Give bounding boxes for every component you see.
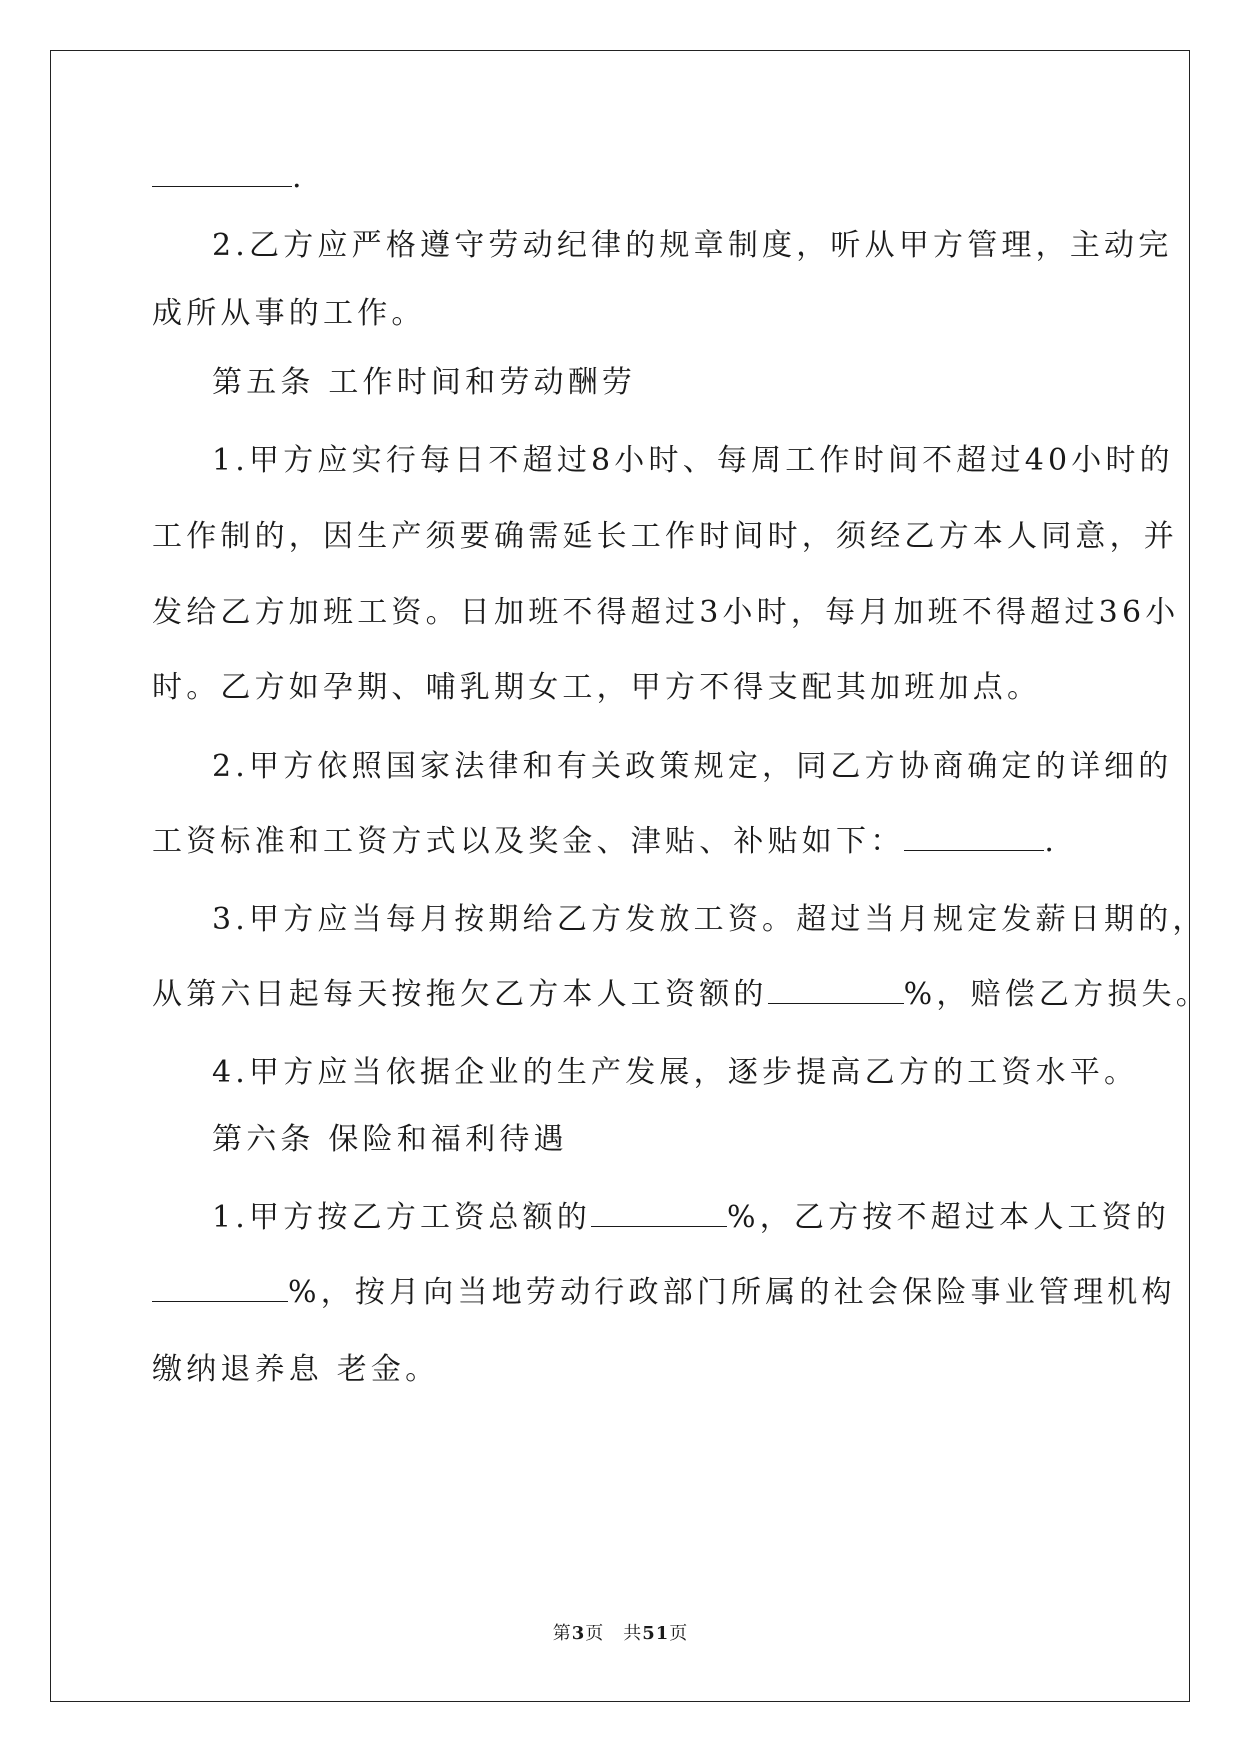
page-footer	[0, 1622, 1241, 1646]
paragraph-line: 3.甲方应当每月按期给乙方发放工资。超过当月规定发薪日期的，	[212, 902, 1207, 937]
paragraph-line: 发给乙方加班工资。日加班不得超过3小时，每月加班不得超过36小	[152, 595, 1180, 630]
paragraph-line: 2.乙方应严格遵守劳动纪律的规章制度，听从甲方管理，主动完	[212, 228, 1173, 263]
footer-suffix: 页	[669, 1623, 689, 1644]
footer-middle: 页 共	[585, 1623, 643, 1644]
paragraph-line: 4.甲方应当依据企业的生产发展，逐步提高乙方的工资水平。	[212, 1055, 1139, 1090]
paragraph-line: 工作制的，因生产须要确需延长工作时间时，须经乙方本人同意，并	[152, 519, 1178, 554]
paragraph-line: 工资标准和工资方式以及奖金、津贴、补贴如下： .	[152, 824, 1059, 859]
current-page-number: 3	[571, 1623, 586, 1644]
paragraph-line: 1.甲方应实行每日不超过8小时、每周工作时间不超过40小时的	[212, 443, 1174, 478]
paragraph-line: 成所从事的工作。	[152, 296, 426, 331]
section-heading: 第六条 保险和福利待遇	[212, 1122, 568, 1157]
paragraph-line: 2.甲方依照国家法律和有关政策规定，同乙方协商确定的详细的	[212, 749, 1173, 784]
paragraph-line: 1.甲方按乙方工资总额的 %，乙方按不超过本人工资的	[212, 1200, 1171, 1235]
paragraph-line: %，按月向当地劳动行政部门所属的社会保险事业管理机构	[152, 1273, 1176, 1313]
fill-in-blank[interactable]	[904, 824, 1044, 851]
paragraph-line: 缴纳退养息 老金。	[152, 1352, 440, 1387]
footer-prefix: 第	[552, 1623, 572, 1644]
total-page-count: 51	[642, 1623, 670, 1644]
section-heading: 第五条 工作时间和劳动酬劳	[212, 365, 637, 400]
paragraph-line: 时。乙方如孕期、哺乳期女工，甲方不得支配其加班加点。	[152, 670, 1042, 705]
fill-in-blank[interactable]	[591, 1200, 727, 1227]
blank-line-continuation: .	[152, 158, 306, 198]
fill-in-blank[interactable]	[152, 1275, 288, 1302]
paragraph-line: 从第六日起每天按拖欠乙方本人工资额的 %，赔偿乙方损失。	[152, 977, 1210, 1012]
fill-in-blank[interactable]	[768, 977, 904, 1004]
fill-in-blank[interactable]	[152, 160, 292, 187]
